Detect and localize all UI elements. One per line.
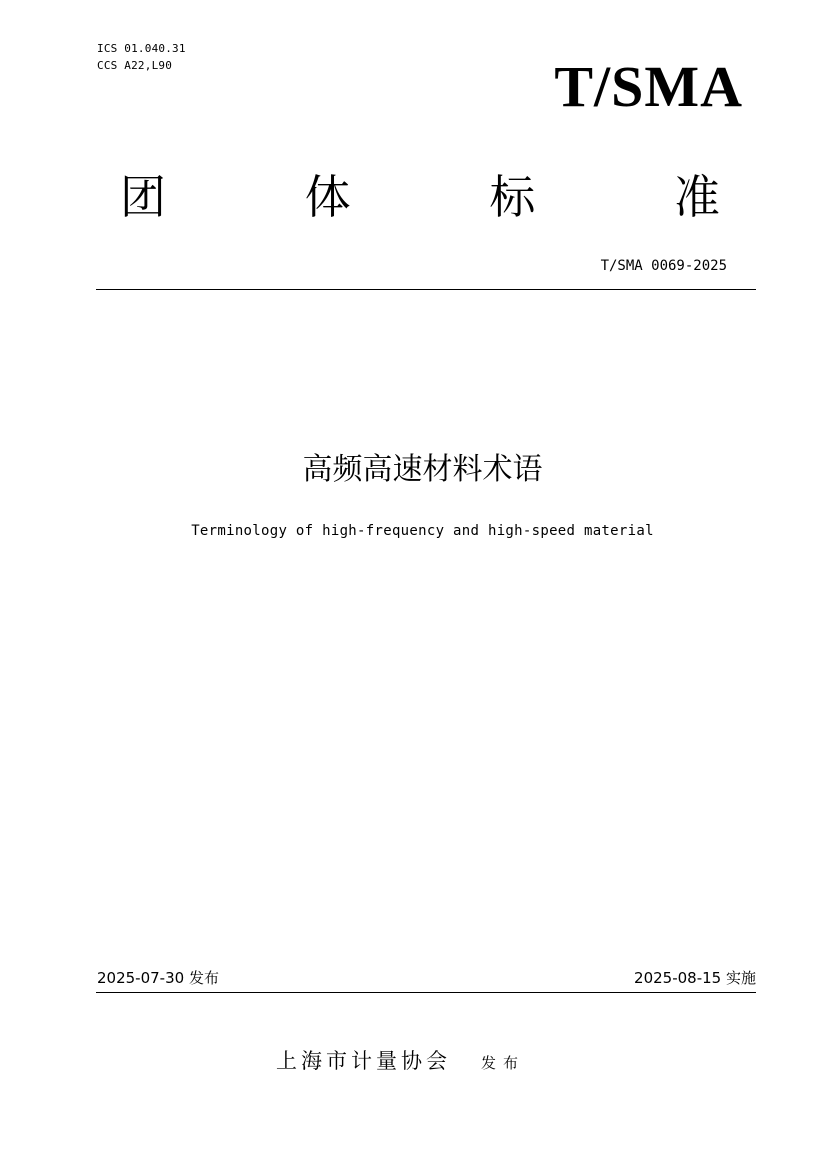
standard-type-char: 标 bbox=[489, 170, 536, 224]
issuer-action: 发布 bbox=[481, 1054, 526, 1072]
effective-date: 2025-08-15 实施 bbox=[634, 969, 756, 987]
organization-mark: T/SMA bbox=[554, 54, 743, 119]
classification-codes bbox=[97, 40, 186, 74]
ccs-code: CCS A22,L90 bbox=[97, 59, 173, 72]
footer-divider bbox=[96, 992, 756, 993]
issuer-name: 上海市计量协会 bbox=[276, 1049, 451, 1073]
standard-type-heading bbox=[120, 162, 720, 232]
document-title-english: Terminology of high-frequency and high-speed material bbox=[191, 523, 654, 539]
header-divider bbox=[96, 289, 756, 290]
standard-type-char: 团 bbox=[120, 170, 166, 224]
document-title-chinese: 高频高速材料术语 bbox=[302, 452, 543, 487]
standard-number: T/SMA 0069-2025 bbox=[600, 258, 727, 274]
publish-date: 2025-07-30 发布 bbox=[97, 969, 219, 987]
issuer-line bbox=[276, 1046, 525, 1078]
ics-code: ICS 01.040.31 bbox=[97, 42, 186, 55]
standard-type-char: 准 bbox=[673, 170, 720, 224]
standard-type-char: 体 bbox=[304, 170, 351, 224]
